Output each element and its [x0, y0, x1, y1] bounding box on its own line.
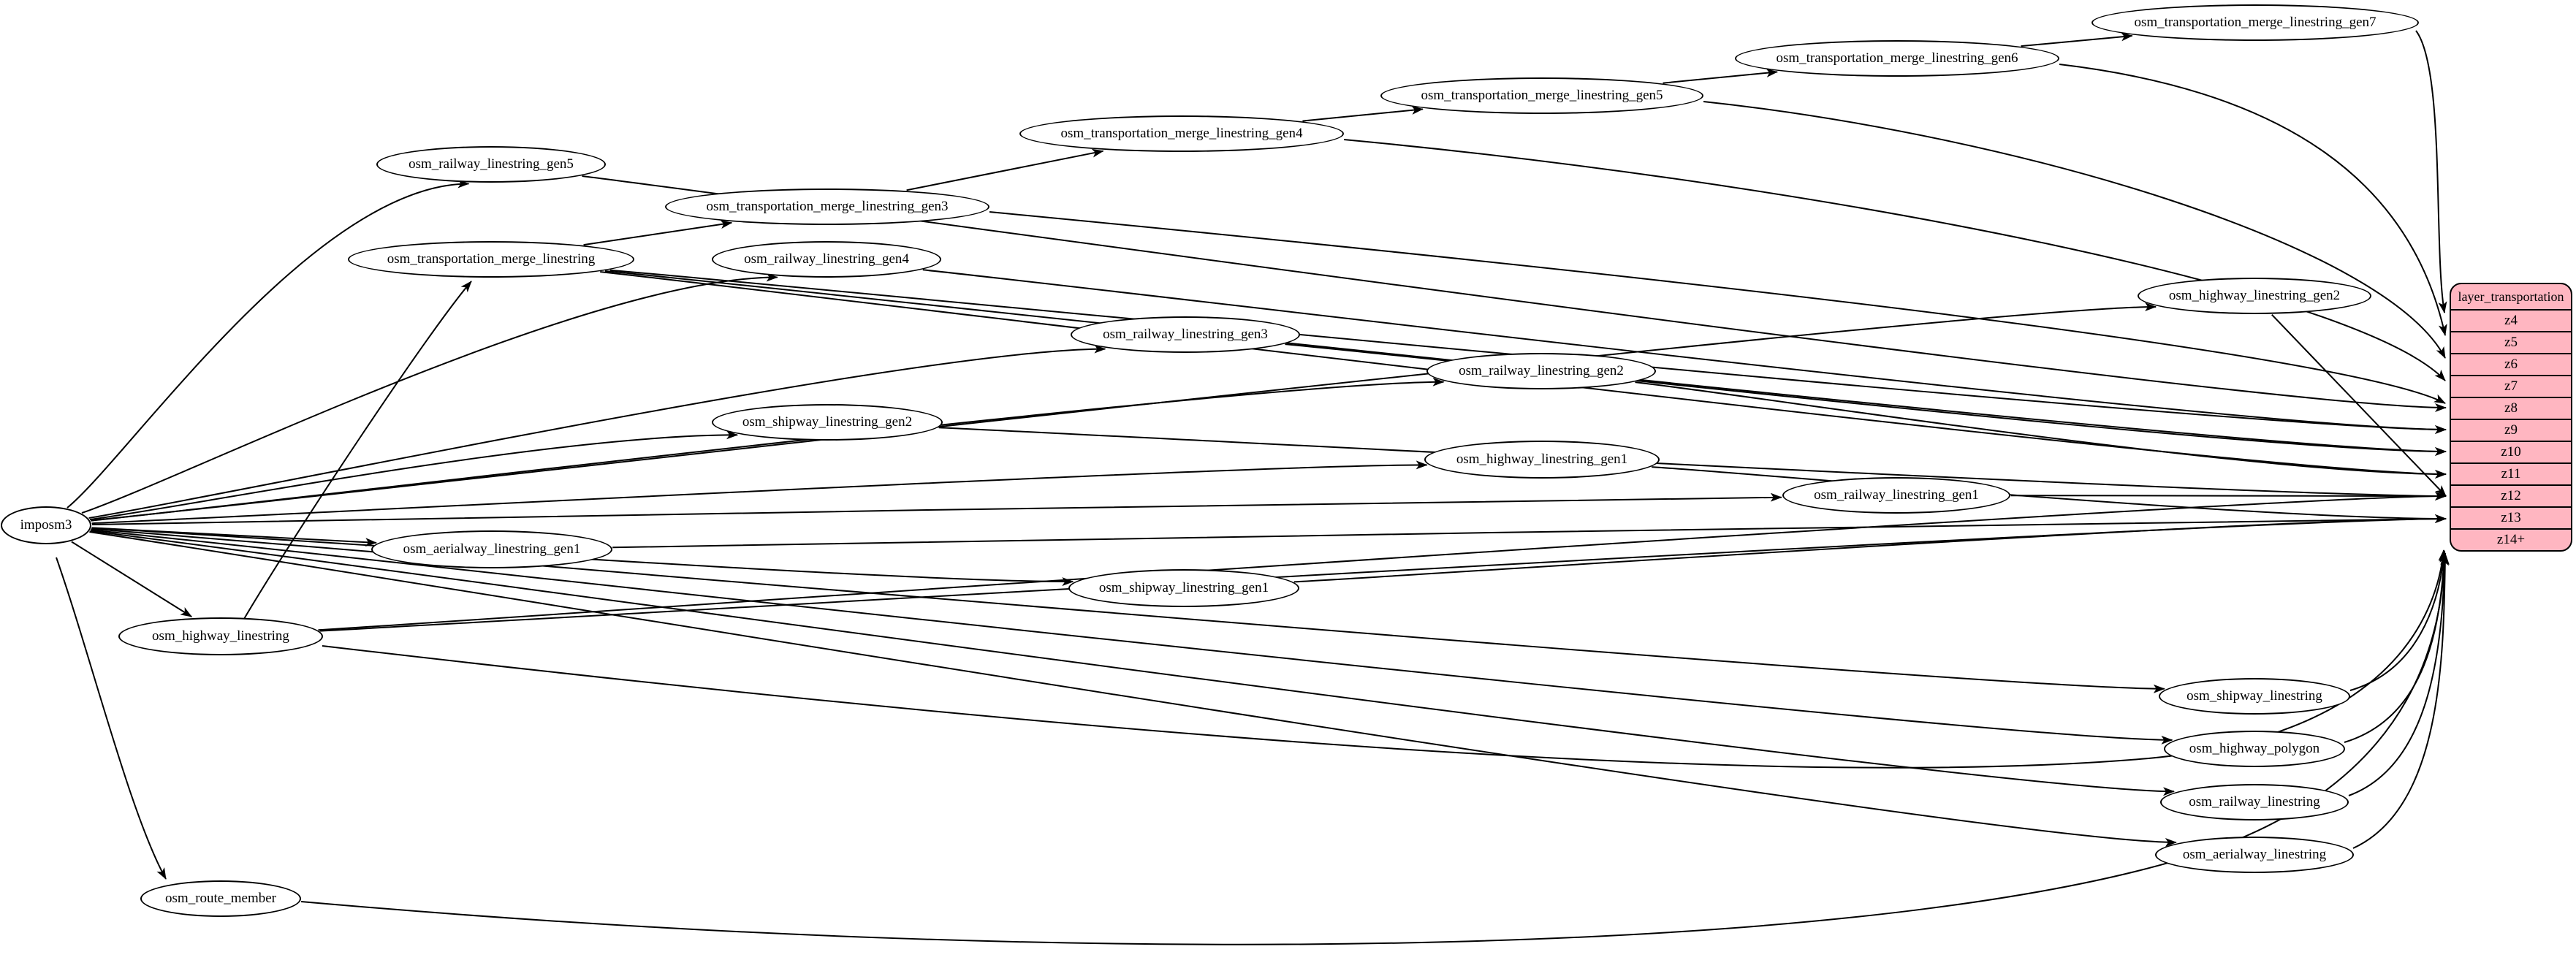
node-osm_railway_linestring_gen1: osm_railway_linestring_gen1	[1782, 477, 2010, 514]
edge-osm_transportation_merge_linestring_gen4-to-osm_transportation_merge_linestring_gen5	[1302, 109, 1423, 121]
node-osm_highway_linestring_gen1: osm_highway_linestring_gen1	[1424, 441, 1660, 479]
table-row-z13: z13	[2451, 506, 2571, 528]
table-row-z14+: z14+	[2451, 528, 2571, 550]
table-row-z6: z6	[2451, 353, 2571, 375]
table-row-z10: z10	[2451, 441, 2571, 462]
edge-imposm3-to-osm_railway_linestring	[90, 531, 2174, 792]
node-osm_transportation_merge_linestring_gen4: osm_transportation_merge_linestring_gen4	[1019, 115, 1344, 152]
edge-imposm3-to-osm_route_member	[56, 557, 166, 879]
edge-imposm3-to-osm_shipway_linestring_gen2	[90, 435, 737, 519]
table-title: layer_transportation	[2458, 289, 2564, 304]
node-osm_route_member: osm_route_member	[140, 880, 301, 917]
edge-imposm3-to-osm_railway_linestring_gen4	[82, 278, 778, 514]
node-osm_shipway_linestring_gen2: osm_shipway_linestring_gen2	[712, 404, 943, 441]
edge-imposm3-to-osm_highway_linestring_gen1	[92, 465, 1427, 523]
table-row-z11: z11	[2451, 462, 2571, 484]
node-osm_transportation_merge_linestring: osm_transportation_merge_linestring	[348, 241, 634, 278]
edge-imposm3-to-osm_railway_linestring_gen3	[89, 349, 1106, 518]
edge-osm_aerialway_linestring-to-z14+	[2353, 554, 2445, 848]
edge-osm_railway_linestring-to-z14+	[2349, 553, 2445, 796]
edge-osm_highway_linestring-to-z14+	[322, 550, 2444, 768]
node-imposm3: imposm3	[1, 506, 91, 544]
edge-osm_transportation_merge_linestring_gen7-to-z4	[2416, 31, 2444, 313]
node-osm_transportation_merge_linestring_gen5: osm_transportation_merge_linestring_gen5	[1380, 77, 1703, 114]
node-osm_highway_linestring_gen2: osm_highway_linestring_gen2	[2138, 278, 2371, 314]
node-osm_railway_linestring_gen5: osm_railway_linestring_gen5	[376, 146, 606, 183]
edge-osm_aerialway_linestring_gen1-to-z13	[612, 519, 2446, 547]
node-osm_aerialway_linestring: osm_aerialway_linestring	[2155, 837, 2354, 873]
node-osm_highway_linestring: osm_highway_linestring	[118, 617, 323, 655]
edge-osm_shipway_linestring_gen1-to-z13	[1294, 519, 2446, 582]
node-osm_railway_linestring_gen4: osm_railway_linestring_gen4	[712, 241, 941, 278]
table-row-z7: z7	[2451, 375, 2571, 397]
edge-osm_highway_linestring-to-z12	[319, 496, 2447, 630]
node-osm_highway_polygon: osm_highway_polygon	[2164, 731, 2345, 767]
table-row-z12: z12	[2451, 484, 2571, 506]
edge-imposm3-to-osm_railway_linestring_gen2	[91, 382, 1443, 521]
node-osm_railway_linestring_gen2: osm_railway_linestring_gen2	[1426, 353, 1656, 389]
edge-osm_transportation_merge_linestring_gen6-to-osm_transportation_merge_linestring_gen7	[2021, 36, 2132, 46]
edge-imposm3-to-osm_railway_linestring_gen5	[67, 184, 468, 509]
table-row-z4: z4	[2451, 309, 2571, 331]
edge-osm_transportation_merge_linestring_gen3-to-osm_transportation_merge_linestring_gen4	[907, 151, 1103, 191]
edge-osm_transportation_merge_linestring_gen5-to-osm_transportation_merge_linestring_gen6	[1663, 72, 1778, 83]
node-osm_railway_linestring: osm_railway_linestring	[2160, 784, 2349, 820]
edge-osm_transportation_merge_linestring_gen4-to-z7	[1344, 140, 2445, 381]
edge-osm_shipway_linestring-to-z14+	[2350, 551, 2444, 690]
node-osm_transportation_merge_linestring_gen7: osm_transportation_merge_linestring_gen7	[2091, 4, 2419, 41]
edge-osm_highway_linestring-to-osm_transportation_merge_linestring	[244, 281, 471, 619]
node-osm_aerialway_linestring_gen1: osm_aerialway_linestring_gen1	[371, 530, 612, 568]
node-osm_railway_linestring_gen3: osm_railway_linestring_gen3	[1071, 316, 1300, 353]
table-row-z5: z5	[2451, 331, 2571, 353]
edge-osm_transportation_merge_linestring-to-osm_transportation_merge_linestring_gen3	[584, 223, 732, 245]
node-osm_transportation_merge_linestring_gen3: osm_transportation_merge_linestring_gen3	[665, 189, 989, 225]
node-osm_shipway_linestring: osm_shipway_linestring	[2159, 678, 2350, 715]
table-row-z8: z8	[2451, 397, 2571, 419]
table-row-z9: z9	[2451, 419, 2571, 441]
node-osm_transportation_merge_linestring_gen6: osm_transportation_merge_linestring_gen6	[1735, 40, 2059, 77]
edge-osm_transportation_merge_linestring_gen5-to-z6	[1703, 102, 2445, 358]
node-osm_shipway_linestring_gen1: osm_shipway_linestring_gen1	[1068, 569, 1299, 607]
edge-osm_highway_linestring-to-z13	[320, 519, 2446, 631]
layer-transportation-table	[2450, 283, 2572, 552]
edge-imposm3-to-osm_highway_linestring	[72, 542, 191, 617]
edge-osm_route_member-to-z14+	[301, 555, 2445, 945]
